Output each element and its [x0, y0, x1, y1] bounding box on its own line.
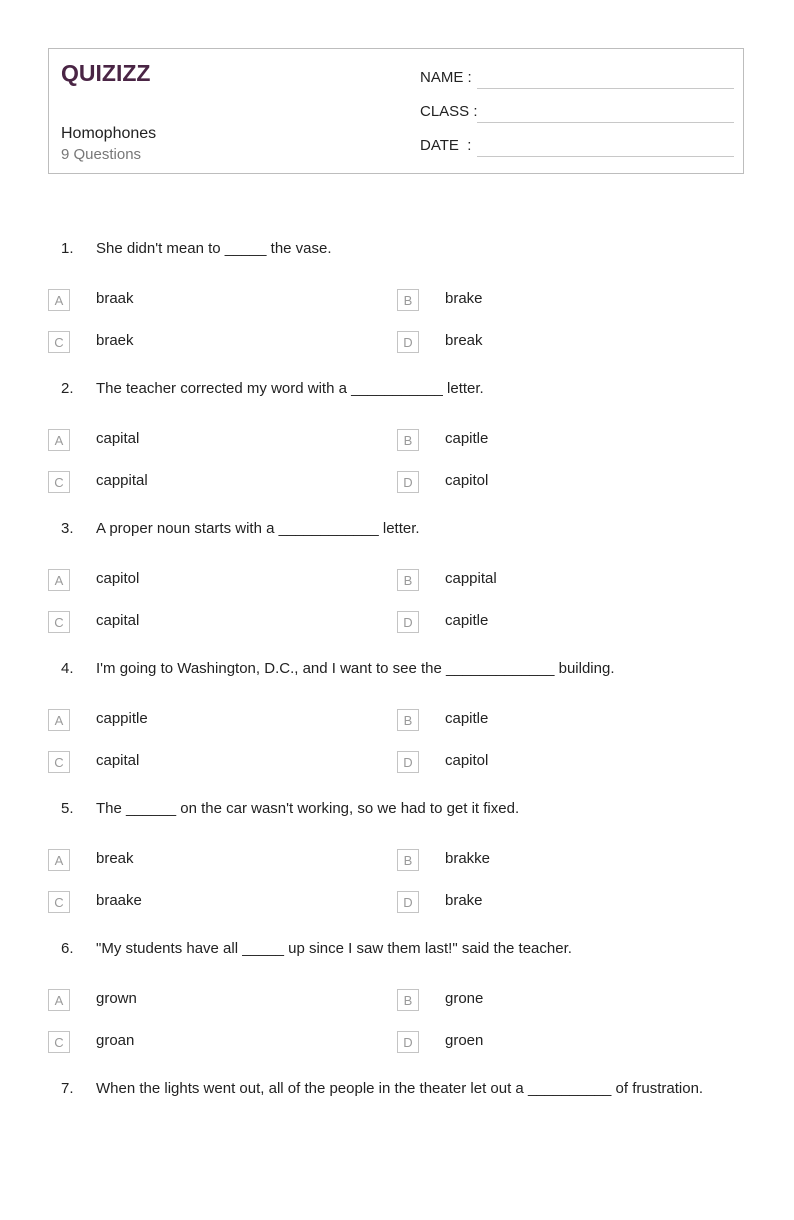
option-letter: D [397, 751, 419, 773]
question [0, 800, 794, 940]
question-text: The teacher corrected my word with a ___________ letter. [96, 380, 484, 397]
question [0, 240, 794, 380]
option-text: cappitle [96, 710, 148, 727]
class-field [420, 103, 734, 125]
option-letter: D [397, 471, 419, 493]
option-text: break [96, 850, 134, 867]
option-text: capitle [445, 710, 489, 727]
option-letter: C [48, 331, 70, 353]
option-text: capitol [445, 752, 489, 769]
class-line[interactable] [477, 122, 734, 123]
option-letter: A [48, 989, 70, 1011]
question-text: The ______ on the car wasn't working, so we had to get it fixed. [96, 800, 520, 817]
option-letter: C [48, 471, 70, 493]
option-text: capital [96, 612, 140, 629]
option-letter: B [397, 289, 419, 311]
option-letter: B [397, 569, 419, 591]
question [0, 380, 794, 520]
class-label: CLASS : [420, 103, 478, 120]
option-letter: D [397, 1031, 419, 1053]
question [0, 1080, 794, 1220]
option-text: break [445, 332, 483, 349]
name-field [420, 69, 734, 91]
question [0, 660, 794, 800]
option-text: capitle [445, 430, 489, 447]
question-number: 7. [61, 1080, 74, 1097]
option-text: brake [445, 892, 483, 909]
option-letter: C [48, 611, 70, 633]
option-letter: A [48, 709, 70, 731]
svg-text:QUIZIZZ: QUIZIZZ [61, 60, 151, 86]
option-letter: A [48, 569, 70, 591]
option-text: braak [96, 290, 134, 307]
name-line[interactable] [477, 88, 734, 89]
question-number: 2. [61, 380, 74, 397]
option-text: braek [96, 332, 134, 349]
option-letter: B [397, 429, 419, 451]
question-number: 4. [61, 660, 74, 677]
option-letter: D [397, 331, 419, 353]
question-number: 1. [61, 240, 74, 257]
worksheet-header [48, 48, 744, 174]
question-count: 9 Questions [61, 146, 142, 163]
question-list [0, 240, 794, 1220]
option-text: capitle [445, 612, 489, 629]
option-letter: D [397, 891, 419, 913]
option-letter: B [397, 849, 419, 871]
option-text: groen [445, 1032, 484, 1049]
option-letter: C [48, 1031, 70, 1053]
option-letter: D [397, 611, 419, 633]
option-text: groan [96, 1032, 135, 1049]
option-text: capital [96, 430, 140, 447]
option-text: brake [445, 290, 483, 307]
question-text: I'm going to Washington, D.C., and I want to see the _____________ building. [96, 660, 615, 677]
question-text: She didn't mean to _____ the vase. [96, 240, 332, 257]
option-letter: C [48, 891, 70, 913]
question-text: When the lights went out, all of the people in the theater let out a __________ of frustration. [96, 1080, 704, 1097]
option-text: capitol [96, 570, 140, 587]
option-text: grone [445, 990, 484, 1007]
option-letter: C [48, 751, 70, 773]
option-letter: B [397, 989, 419, 1011]
date-field [420, 137, 734, 159]
option-text: brakke [445, 850, 491, 867]
question [0, 940, 794, 1080]
option-text: braake [96, 892, 142, 909]
option-letter: B [397, 709, 419, 731]
option-text: capitol [445, 472, 489, 489]
question-number: 5. [61, 800, 74, 817]
question [0, 520, 794, 660]
question-number: 3. [61, 520, 74, 537]
option-letter: A [48, 289, 70, 311]
option-letter: A [48, 849, 70, 871]
question-text: "My students have all _____ up since I saw them last!" said the teacher. [96, 940, 572, 957]
date-label: DATE : [420, 137, 472, 154]
option-text: cappital [96, 472, 148, 489]
option-text: cappital [445, 570, 497, 587]
date-line[interactable] [477, 156, 734, 157]
quizizz-logo [61, 59, 151, 87]
option-text: grown [96, 990, 137, 1007]
question-number: 6. [61, 940, 74, 957]
option-text: capital [96, 752, 140, 769]
question-text: A proper noun starts with a ____________ letter. [96, 520, 420, 537]
worksheet-title: Homophones [61, 125, 157, 142]
option-letter: A [48, 429, 70, 451]
name-label: NAME : [420, 69, 472, 86]
